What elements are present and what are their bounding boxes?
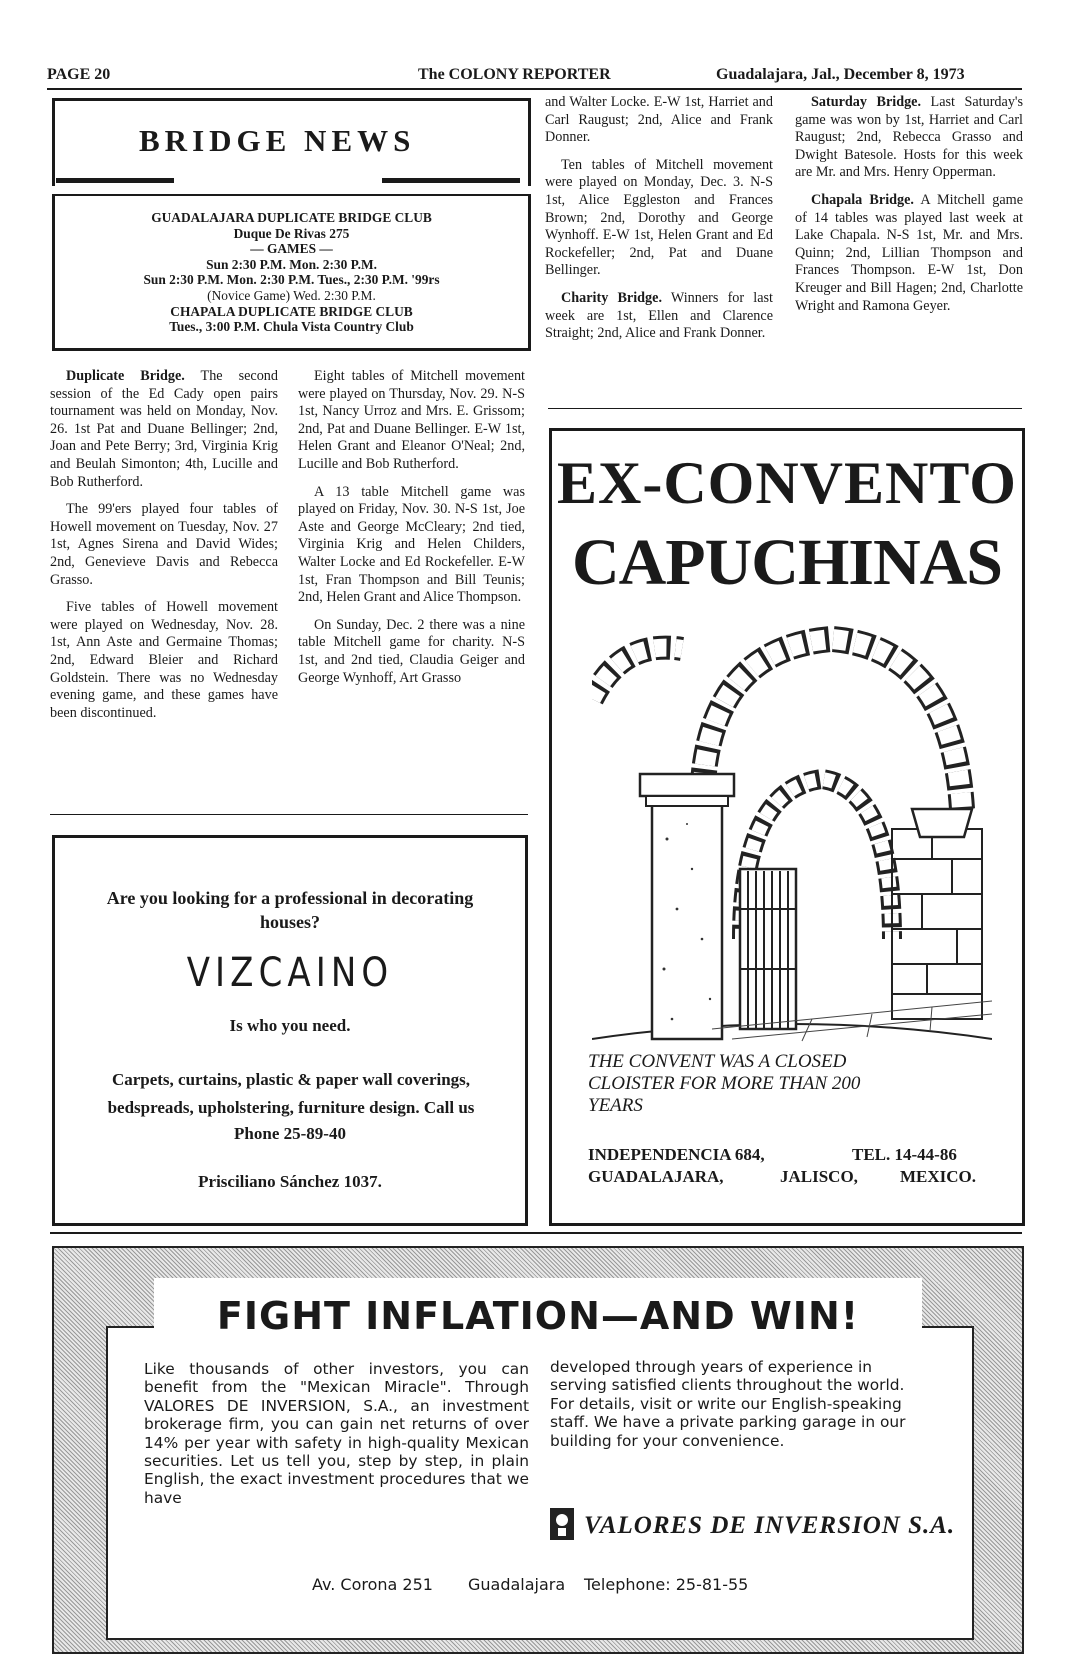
paragraph: and Walter Locke. E-W 1st, Harriet and Carl Raugust; 2nd, Alice and Frank Donner. bbox=[545, 94, 773, 146]
convent-tel: TEL. 14-44-86 bbox=[852, 1145, 957, 1164]
club-line: Tues., 3:00 P.M. Chula Vista Country Club bbox=[169, 319, 414, 335]
section-head: Duplicate Bridge. bbox=[66, 368, 185, 384]
valores-headline: FIGHT INFLATION—AND WIN! bbox=[216, 1294, 860, 1338]
convento-title-1: EX-CONVENTO bbox=[557, 450, 1017, 516]
club-line: CHAPALA DUPLICATE BRIDGE CLUB bbox=[170, 303, 413, 319]
valores-text-col1: Like thousands of other investors, you can benefit from the "Mexican Miracle". Through VALORES DE INVERSION, S.A., an investment brokerage firm, you can gain net returns of over 14% per year with safety in high-quality Mexican securities. Let us tell you, step by step, in plain English, the exact investment procedures that we have bbox=[144, 1360, 529, 1507]
section-rule bbox=[50, 1232, 1022, 1234]
bridge-column-3 bbox=[545, 94, 773, 353]
valores-ad bbox=[52, 1246, 1024, 1654]
paragraph: A Mitchell game of 14 tables was played last week at Lake Chapala. N-S 1st, Mr. and Mrs. Quinn; 2nd, Lillian Thompson and Frances Thompson. E-W 1st, Don Kreuger and Bill Hagen; 2nd, Charlotte Wright and Ramona Geyer. bbox=[795, 191, 1023, 314]
dateline: Guadalajara, Jal., December 8, 1973 bbox=[716, 66, 965, 83]
ad-tagline: Is who you need. bbox=[229, 1016, 351, 1035]
section-head: Chapala Bridge. bbox=[811, 191, 914, 208]
paragraph: Eight tables of Mitchell movement were played on Thursday, Nov. 29. N-S 1st, Nancy Urroz and Mrs. E. Grissom; 2nd, Pat and Duane Bellinger. E-W 1st, Helen Grant and Eleanor O'Neal; 2nd, Lucille and Bob Rutherford. bbox=[298, 368, 525, 472]
ad-address: Prisciliano Sánchez 1037. bbox=[198, 1172, 382, 1191]
header-rule bbox=[47, 88, 1022, 90]
club-line: Sun 2:30 P.M. Mon. 2:30 P.M. Tues., 2:30 P.M. '99rs bbox=[143, 272, 440, 288]
ad-question: Are you looking for a professional in decorating houses? bbox=[106, 888, 474, 932]
paragraph: The 99'ers played four tables of Howell movement on Tuesday, Nov. 27 1st, Agnes Sirena and David Wides; 2nd, Genevieve Davis and Rebecca Grasso. bbox=[50, 501, 278, 588]
club-schedule-box bbox=[52, 194, 531, 351]
bridge-column-1 bbox=[50, 368, 278, 732]
column-rule bbox=[50, 814, 528, 815]
bridge-news-title: BRIDGE NEWS bbox=[139, 123, 416, 158]
paragraph: The second session of the Ed Cady open pairs tournament was held on Monday, Nov. 26. 1st Pat and Duane Bellinger; 2nd, Joan and Pete Berry; 3rd, Virginia Krig and Beulah Simonton; 4th, Lucille and Bob Rutherford. bbox=[50, 368, 278, 490]
vizcaino-ad bbox=[52, 835, 528, 1226]
paragraph: Last Saturday's game was won by 1st, Harriet and Carl Raugust; 2nd, Rebecca Grasso and Dwight Batesole. Hosts for this week are Mr. and Mrs. Henry Opperman. bbox=[795, 94, 1023, 181]
club-line: — GAMES — bbox=[250, 241, 333, 257]
section-head: Saturday Bridge. bbox=[811, 94, 922, 110]
bridge-column-2 bbox=[298, 368, 525, 697]
paragraph: Ten tables of Mitchell movement were played on Monday, Dec. 3. N-S 1st, Alice Eggleston and Frances Brown; 2nd, Dorothy and George Wynhoff. E-W 1st, Helen Grant and Ed Rockefeller; 2nd, Pat and Duane Bellinger. bbox=[545, 156, 773, 279]
paragraph: Winners for last week are 1st, Ellen and Clarence Straight; 2nd, Alice and Frank Donner. bbox=[545, 289, 773, 342]
convent-country: MEXICO. bbox=[900, 1167, 977, 1186]
club-line: (Novice Game) Wed. 2:30 P.M. bbox=[207, 287, 376, 303]
club-line: Sun 2:30 P.M. Mon. 2:30 P.M. bbox=[206, 256, 377, 272]
column-rule bbox=[548, 408, 1022, 409]
title-underline-right bbox=[382, 178, 520, 183]
valores-phone: Telephone: 25-81-55 bbox=[584, 1575, 749, 1594]
valores-logo-emblem bbox=[550, 1508, 574, 1540]
valores-text-col2: developed through years of experience in serving satisfied clients throughout the world. For details, visit or write our English-speaking staff. We have a private parking garage in our building for your convenience. bbox=[550, 1358, 906, 1450]
valores-address: Av. Corona 251 bbox=[312, 1575, 433, 1594]
bridge-column-4 bbox=[795, 94, 1023, 325]
convento-ad bbox=[549, 428, 1025, 1226]
paragraph: On Sunday, Dec. 2 there was a nine table Mitchell game for charity. N-S 1st, and 2nd tied, Claudia Geiger and George Wynhoff, Art Grasso bbox=[298, 616, 525, 686]
convent-city: GUADALAJARA, bbox=[588, 1167, 724, 1186]
newspaper-name: The COLONY REPORTER bbox=[418, 66, 611, 83]
convent-arch-illustration bbox=[592, 609, 992, 1047]
valores-city: Guadalajara bbox=[468, 1575, 566, 1594]
club-line: GUADALAJARA DUPLICATE BRIDGE CLUB bbox=[151, 210, 432, 225]
bridge-news-box bbox=[52, 98, 531, 186]
ad-phone: Phone 25-89-40 bbox=[234, 1124, 346, 1143]
convent-state: JALISCO, bbox=[780, 1167, 858, 1186]
page-number: PAGE 20 bbox=[47, 66, 111, 83]
paragraph: Five tables of Howell movement were played on Wednesday, Nov. 28. 1st, Ann Aste and Germaine Thomas; 2nd, Edward Bleier and Richard Goldstein. There was no Wednesday evening game, and these games have been discontinued. bbox=[50, 599, 278, 721]
paragraph: A 13 table Mitchell game was played on Friday, Nov. 30. N-S 1st, Joe Aste and George McCleary; 2nd tied, Virginia Krig and Helen Childers, Walter Locke and Ed Rockefeller. E-W 1st, Fran Thompson and Bill Teunis; 2nd, Helen Grant and Alice Thompson. bbox=[298, 483, 525, 606]
convento-title-2: CAPUCHINAS bbox=[571, 526, 1003, 599]
ad-name: VIZCAINO bbox=[186, 950, 394, 996]
convent-caption: THE CONVENT WAS A CLOSED CLOISTER FOR MORE THAN 200 YEARS bbox=[588, 1051, 861, 1116]
valores-logo: VALORES DE INVERSION S.A. bbox=[584, 1512, 956, 1539]
club-line: Duque De Rivas 275 bbox=[233, 225, 350, 241]
section-head: Charity Bridge. bbox=[561, 289, 662, 306]
ad-services: Carpets, curtains, plastic & paper wall coverings, bedspreads, upholstering, furniture design. Call us bbox=[107, 1070, 475, 1117]
title-underline-left bbox=[56, 178, 174, 183]
convent-address: INDEPENDENCIA 684, bbox=[588, 1145, 765, 1164]
